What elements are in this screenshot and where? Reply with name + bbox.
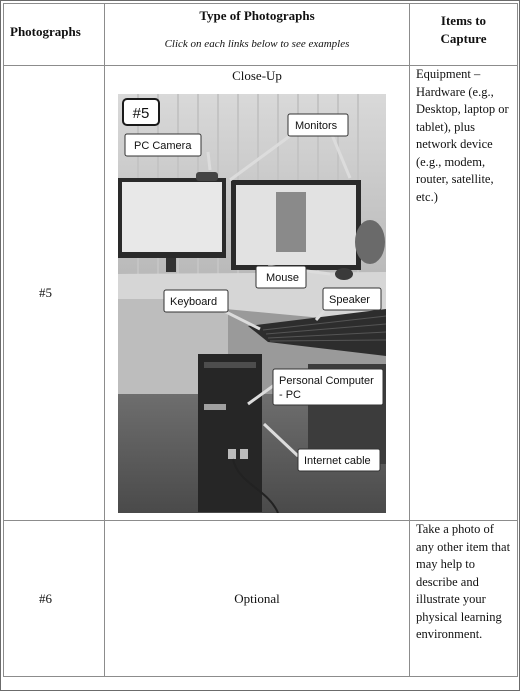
header-type-of-photographs — [105, 4, 410, 66]
callout-mouse-text: Mouse — [266, 272, 300, 284]
table-row — [4, 521, 518, 677]
row-type-label[interactable]: Optional — [105, 521, 410, 677]
mouse — [335, 268, 353, 280]
photo-badge-text: #5 — [132, 105, 150, 122]
header-type-subtitle: Click on each links below to see examples — [164, 38, 350, 50]
row-label: #6 — [4, 521, 105, 677]
pc-camera — [196, 172, 218, 181]
callout-personal-computer-text: Personal Computer — [279, 375, 374, 387]
header-items-to-capture — [410, 4, 518, 66]
row-type-label[interactable]: Close-Up — [232, 68, 282, 83]
callout-speaker-text: Speaker — [329, 294, 370, 306]
callout-personal-computer-text-2: - PC — [279, 389, 301, 401]
speaker — [355, 220, 385, 264]
header-type-title: Type of Photographs — [199, 8, 315, 23]
row-type-cell — [105, 66, 410, 521]
header-items-line2: Capture — [440, 31, 487, 46]
callout-pc-camera-text: PC Camera — [134, 140, 192, 152]
row-items-cell: Take a photo of any other item that may help to describe and illustrate your physical learning environment. — [410, 521, 518, 677]
pc-tower — [198, 354, 262, 512]
photographs-table — [3, 3, 518, 677]
callout-keyboard-text: Keyboard — [170, 296, 218, 308]
callout-internet-cable-text: Internet cable — [304, 455, 371, 467]
table-row — [4, 66, 518, 521]
equipment-example-photo — [118, 94, 386, 513]
table-header-row — [4, 4, 518, 66]
row-label: #5 — [4, 66, 105, 521]
callout-monitors-text: Monitors — [295, 120, 338, 132]
header-photographs: Photographs — [4, 4, 105, 66]
header-items-line1: Items to — [440, 13, 487, 28]
row-items-cell: Equipment – Hardware (e.g., Desktop, laptop or tablet), plus network device (e.g., modem, router, satellite, etc.) — [410, 66, 518, 521]
